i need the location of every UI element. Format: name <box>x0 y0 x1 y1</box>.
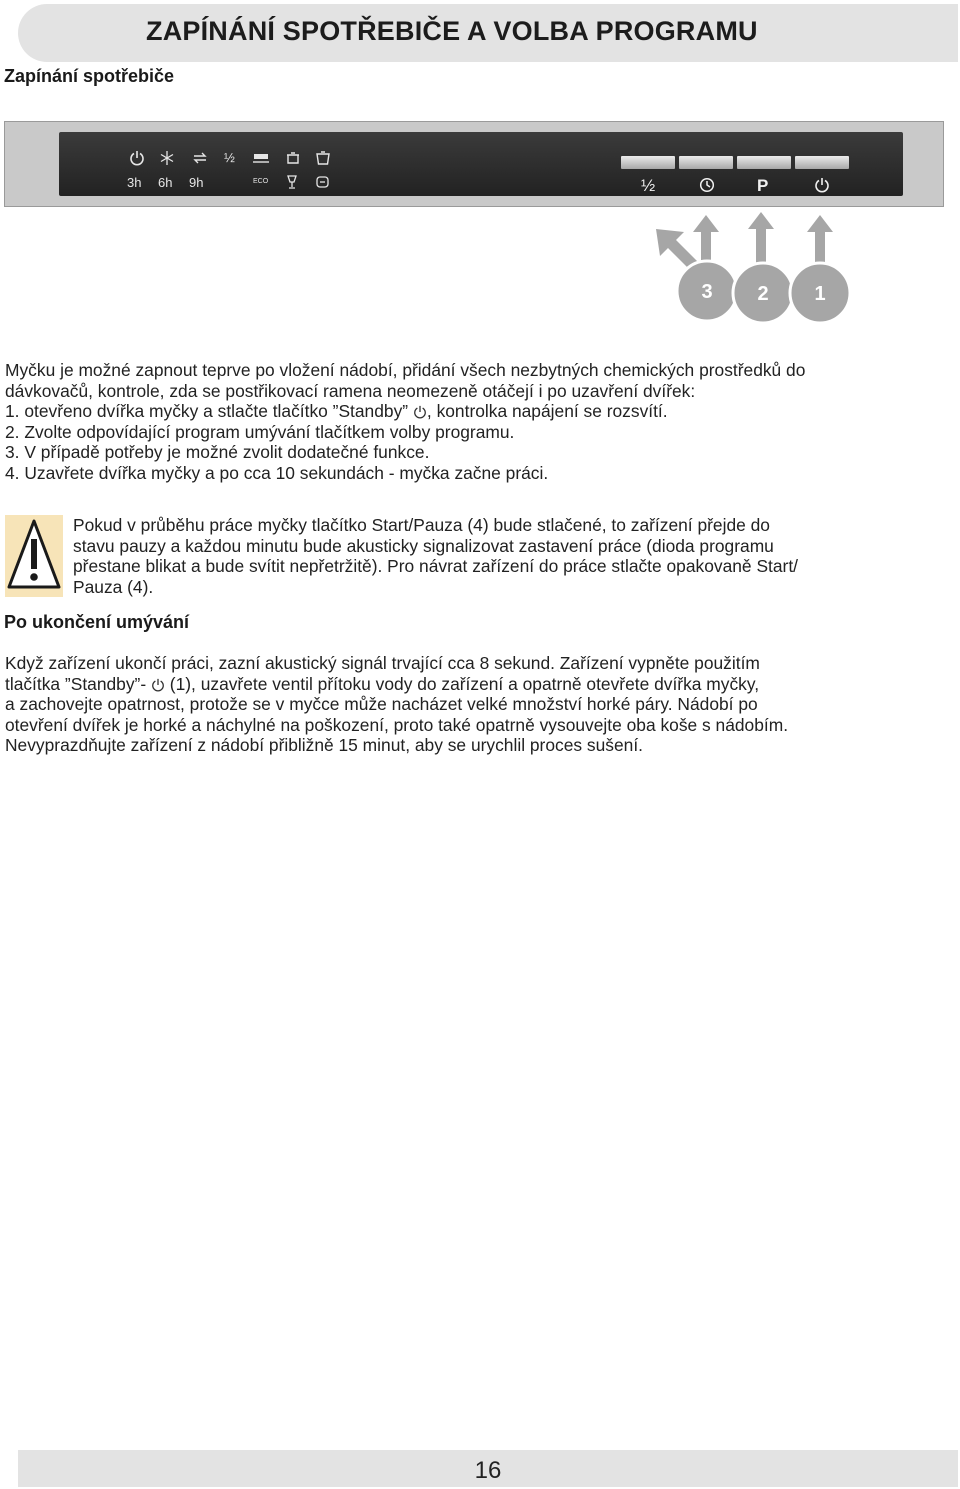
end-line: Když zařízení ukončí práci, zazní akustický signál trvající cca 8 sekund. Zařízení vypněte použitím <box>5 653 760 673</box>
end-line: tlačítka ”Standby”- (1), uzavřete ventil přítoku vody do zařízení a opatrně otevřete dvířka myčky, <box>5 673 760 694</box>
section-subtitle: Zapínání spotřebiče <box>4 66 175 86</box>
warning-line: Pauza (4). <box>73 576 154 597</box>
end-line: otevření dvířek je horké a náchylné na poškození, proto také opatrně vysouvejte oba koše s nádobím. <box>5 714 789 735</box>
warning-icon <box>5 515 63 597</box>
page-title: ZAPÍNÁNÍ SPOTŘEBIČE A VOLBA PROGRAMU <box>146 16 758 46</box>
warning-text <box>73 515 798 597</box>
half-load-symbol: ½ <box>641 176 656 195</box>
intro-line: Myčku je možné zapnout teprve po vložení nádobí, přidání všech nezbytných chemických prostředků do <box>5 360 806 380</box>
intro-paragraph <box>5 360 805 484</box>
step-1: 1. otevřeno dvířka myčky a stlačte tlačítko ”Standby” , kontrolka napájení se rozsvítí. <box>5 401 668 422</box>
eco-label: ECO <box>253 178 269 185</box>
intro-line: dávkovačů, kontrole, zda se postřikovací ramena neomezeně otáčejí i po uzavření dvířek: <box>5 380 696 401</box>
half-load-indicator: ½ <box>224 150 235 165</box>
delay-6h-label: 6h <box>158 175 173 190</box>
callout-number-3: 3 <box>701 281 713 303</box>
callout-number-1: 1 <box>814 283 826 305</box>
warning-line: Pokud v průběhu práce myčky tlačítko Start/Pauza (4) bude stlačené, to zařízení přejde do <box>73 515 770 535</box>
callout-arrows <box>0 0 960 330</box>
standby-inline-icon <box>413 405 427 419</box>
step-2: 2. Zvolte odpovídající program umývání tlačítkem volby programu. <box>5 421 515 442</box>
page-footer <box>18 1450 958 1487</box>
page-number: 16 <box>474 1457 502 1484</box>
delay-3h-label: 3h <box>127 175 142 190</box>
standby-inline-icon <box>151 678 165 692</box>
delay-9h-label: 9h <box>189 175 204 190</box>
end-line: Nevyprazdňujte zařízení z nádobí přibližně 15 minut, aby se urychlil proces sušení. <box>5 735 643 756</box>
end-wash-paragraph <box>5 653 788 756</box>
step-3: 3. V případě potřeby je možné zvolit dodatečné funkce. <box>5 442 430 463</box>
warning-line: přestane blikat a bude svítit nepřetržitě). Pro návrat zařízení do práce stlačte opakovaně Start/ <box>73 556 798 577</box>
section-heading-end-wash: Po ukončení umývání <box>4 612 190 632</box>
warning-line: stavu pauzy a každou minutu bude akusticky signalizovat zastavení práce (dioda programu <box>73 535 774 556</box>
callout-number-2: 2 <box>757 283 769 305</box>
end-line: a zachovejte opatrnost, protože se v myčce může nacházet velké množství horké páry. Nádobí po <box>5 694 758 715</box>
program-symbol: P <box>757 176 769 195</box>
step-4: 4. Uzavřete dvířka myčky a po cca 10 sekundách - myčka začne práci. <box>5 462 549 483</box>
